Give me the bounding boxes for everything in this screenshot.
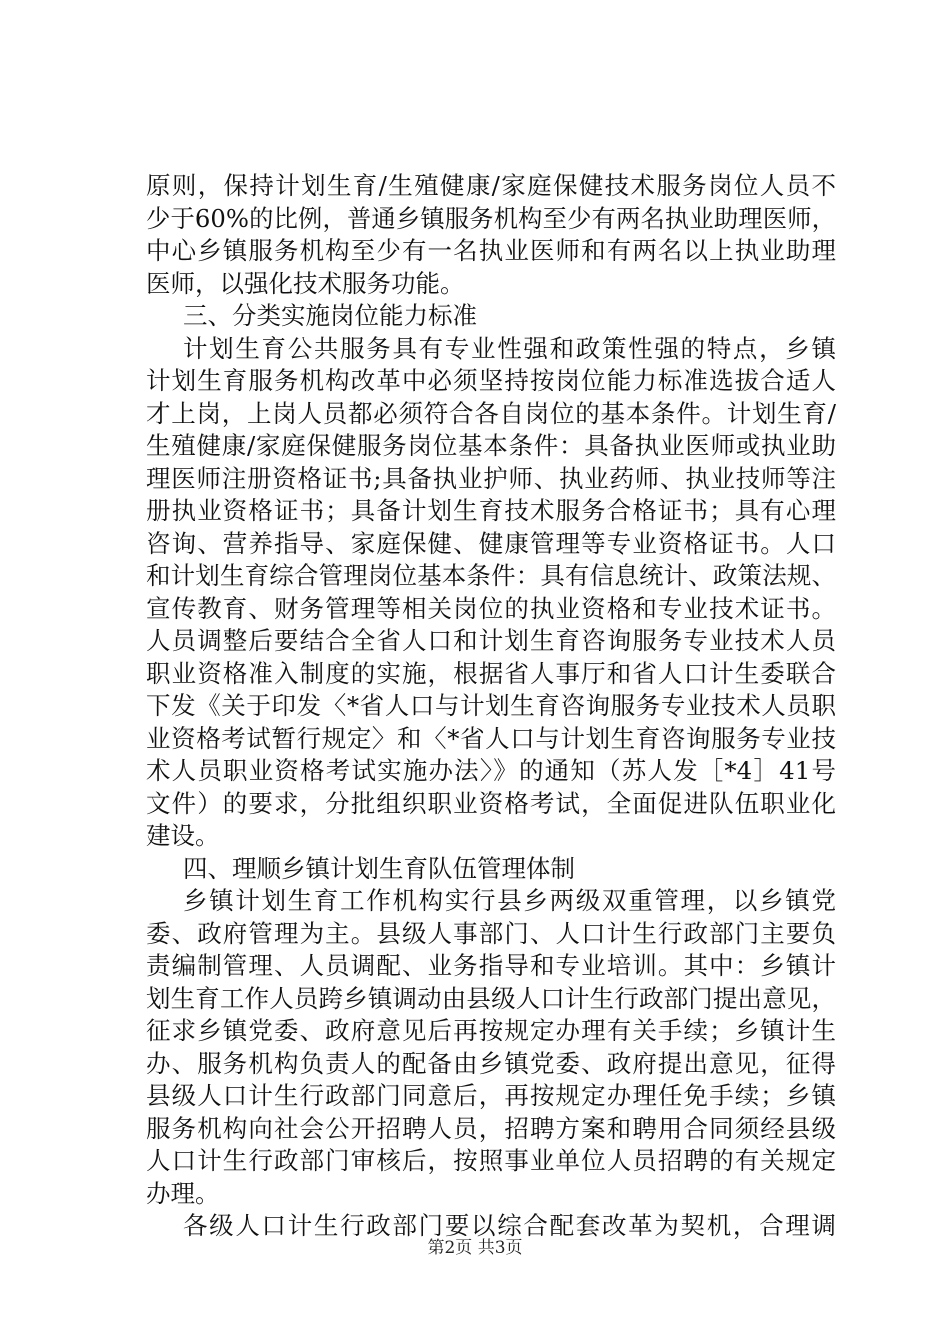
page-number-footer: 第2页 共3页 xyxy=(427,1238,523,1258)
text-line: 征求乡镇党委、政府意见后再按规定办理有关手续；乡镇计生 xyxy=(146,1016,836,1045)
text-line: 术人员职业资格考试实施办法〉》的通知（苏人发［*4］41号 xyxy=(146,756,836,785)
text-line: 乡镇计划生育工作机构实行县乡两级双重管理，以乡镇党 xyxy=(183,886,836,915)
text-line: 委、政府管理为主。县级人事部门、人口计生行政部门主要负 xyxy=(146,918,836,948)
text-line: 划生育工作人员跨乡镇调动由县级人口计生行政部门提出意见， xyxy=(146,983,836,1013)
text-line: 中心乡镇服务机构至少有一名执业医师和有两名以上执业助理 xyxy=(146,236,836,265)
text-line: 建设。 xyxy=(146,821,220,850)
text-line: 册执业资格证书；具备计划生育技术服务合格证书；具有心理 xyxy=(146,496,836,525)
text-line: 原则，保持计划生育/生殖健康/家庭保健技术服务岗位人员不 xyxy=(146,171,836,200)
text-line: 责编制管理、人员调配、业务指导和专业培训。其中：乡镇计 xyxy=(146,951,836,980)
section-heading: 三、分类实施岗位能力标准 xyxy=(183,301,477,330)
text-line: 和计划生育综合管理岗位基本条件：具有信息统计、政策法规、 xyxy=(146,561,836,590)
text-line: 宣传教育、财务管理等相关岗位的执业资格和专业技术证书。 xyxy=(146,593,836,623)
text-line: 服务机构向社会公开招聘人员，招聘方案和聘用合同须经县级 xyxy=(146,1113,836,1143)
text-line: 人口计生行政部门审核后，按照事业单位人员招聘的有关规定 xyxy=(146,1146,836,1175)
text-line: 办、服务机构负责人的配备由乡镇党委、政府提出意见，征得 xyxy=(146,1048,836,1078)
text-line: 职业资格准入制度的实施，根据省人事厅和省人口计生委联合 xyxy=(146,658,836,688)
text-line: 人员调整后要结合全省人口和计划生育咨询服务专业技术人员 xyxy=(146,626,836,655)
text-line: 下发《关于印发〈*省人口与计划生育咨询服务专业技术人员职 xyxy=(146,691,836,720)
text-line: 文件）的要求，分批组织职业资格考试，全面促进队伍职业化 xyxy=(146,788,836,818)
text-line: 少于60%的比例，普通乡镇服务机构至少有两名执业助理医师， xyxy=(146,203,836,233)
document-body xyxy=(146,170,836,1243)
text-line: 生殖健康/家庭保健服务岗位基本条件：具备执业医师或执业助 xyxy=(146,431,836,460)
text-line: 计划生育服务机构改革中必须坚持按岗位能力标准选拔合适人 xyxy=(146,366,836,395)
text-line: 才上岗，上岗人员都必须符合各自岗位的基本条件。计划生育/ xyxy=(146,398,836,428)
text-line: 理医师注册资格证书;具备执业护师、执业药师、执业技师等注 xyxy=(146,463,836,493)
text-line: 各级人口计生行政部门要以综合配套改革为契机，合理调 xyxy=(183,1211,836,1240)
section-heading: 四、理顺乡镇计划生育队伍管理体制 xyxy=(183,853,575,883)
text-line: 办理。 xyxy=(146,1178,220,1208)
text-line: 医师，以强化技术服务功能。 xyxy=(146,268,465,298)
text-line: 咨询、营养指导、家庭保健、健康管理等专业资格证书。人口 xyxy=(146,528,836,558)
text-line: 县级人口计生行政部门同意后，再按规定办理任免手续；乡镇 xyxy=(146,1081,836,1110)
text-line: 业资格考试暂行规定〉和〈*省人口与计划生育咨询服务专业技 xyxy=(146,723,836,753)
text-line: 计划生育公共服务具有专业性强和政策性强的特点，乡镇 xyxy=(183,333,836,363)
